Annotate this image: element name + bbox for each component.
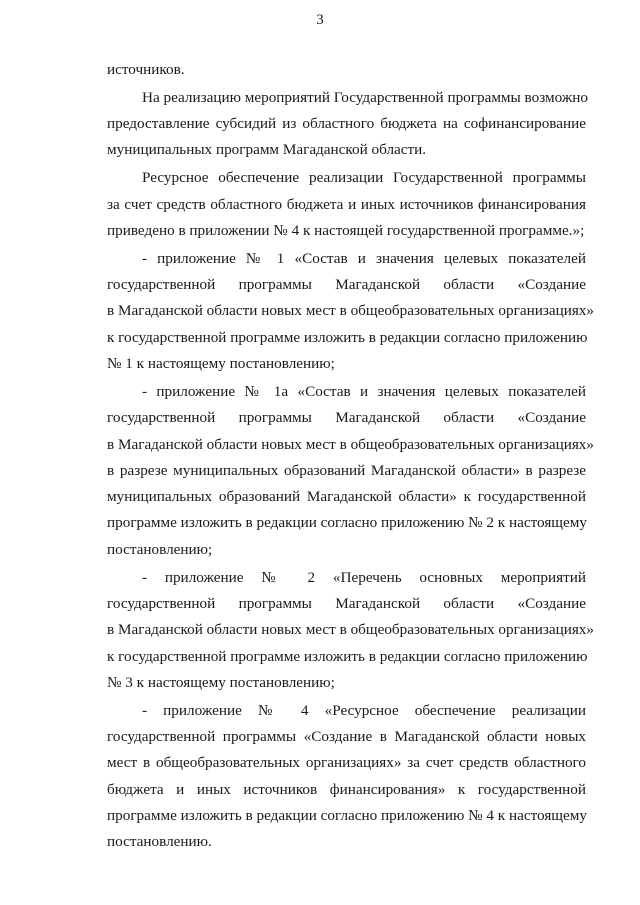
text-line: к государственной программе изложить в редакции согласно приложению [107, 328, 588, 346]
text-line: На реализацию мероприятий Государственной программы возможно [142, 88, 589, 106]
text-line: в Магаданской области новых мест в общеобразовательных организациях» [107, 302, 594, 320]
text-line: в Магаданской области новых мест в общеобразовательных организациях» [107, 435, 594, 453]
text-line: муниципальных образований Магаданской области» к государственной [107, 488, 586, 506]
text-line: постановлению; [107, 540, 213, 558]
text-line: - приложение № 1а «Состав и значения целевых показателей [142, 382, 586, 400]
page-number: 3 [316, 12, 324, 28]
text-line: постановлению. [107, 833, 212, 851]
text-line: государственной программы Магаданской области «Создание [107, 409, 586, 427]
text-line: предоставление субсидий из областного бюджета на софинансирование [107, 115, 586, 133]
text-line: в разрезе муниципальных образований Магаданской области» в разрезе [107, 461, 586, 479]
text-line: программе изложить в редакции согласно приложению № 4 к настоящему [107, 806, 587, 824]
text-line: № 1 к настоящему постановлению; [107, 355, 335, 373]
document-body [107, 57, 594, 855]
text-line: - приложение № 4 «Ресурсное обеспечение реализации [142, 701, 586, 719]
text-line: - приложение № 2 «Перечень основных мероприятий [142, 568, 586, 586]
text-line: бюджета и иных источников финансирования» к государственной [107, 780, 586, 798]
text-line: источников. [107, 61, 185, 78]
text-line: к государственной программе изложить в редакции согласно приложению [107, 647, 588, 665]
text-line: программе изложить в редакции согласно приложению № 2 к настоящему [107, 514, 587, 532]
text-line: муниципальных программ Магаданской области. [107, 141, 427, 159]
text-line: за счет средств областного бюджета и иных источников финансирования [107, 195, 586, 213]
text-line: государственной программы Магаданской области «Создание [107, 594, 586, 612]
text-line: - приложение № 1 «Состав и значения целевых показателей [142, 249, 586, 267]
text-line: государственной программы «Создание в Магаданской области новых [107, 727, 586, 745]
text-line: мест в общеобразовательных организациях» за счет средств областного [107, 754, 586, 772]
text-line: государственной программы Магаданской области «Создание [107, 276, 586, 294]
text-line: Ресурсное обеспечение реализации Государственной программы [142, 169, 586, 187]
text-line: № 3 к настоящему постановлению; [107, 673, 335, 691]
text-line: в Магаданской области новых мест в общеобразовательных организациях» [107, 621, 594, 639]
text-line: приведено в приложении № 4 к настоящей государственной программе.»; [107, 221, 585, 239]
